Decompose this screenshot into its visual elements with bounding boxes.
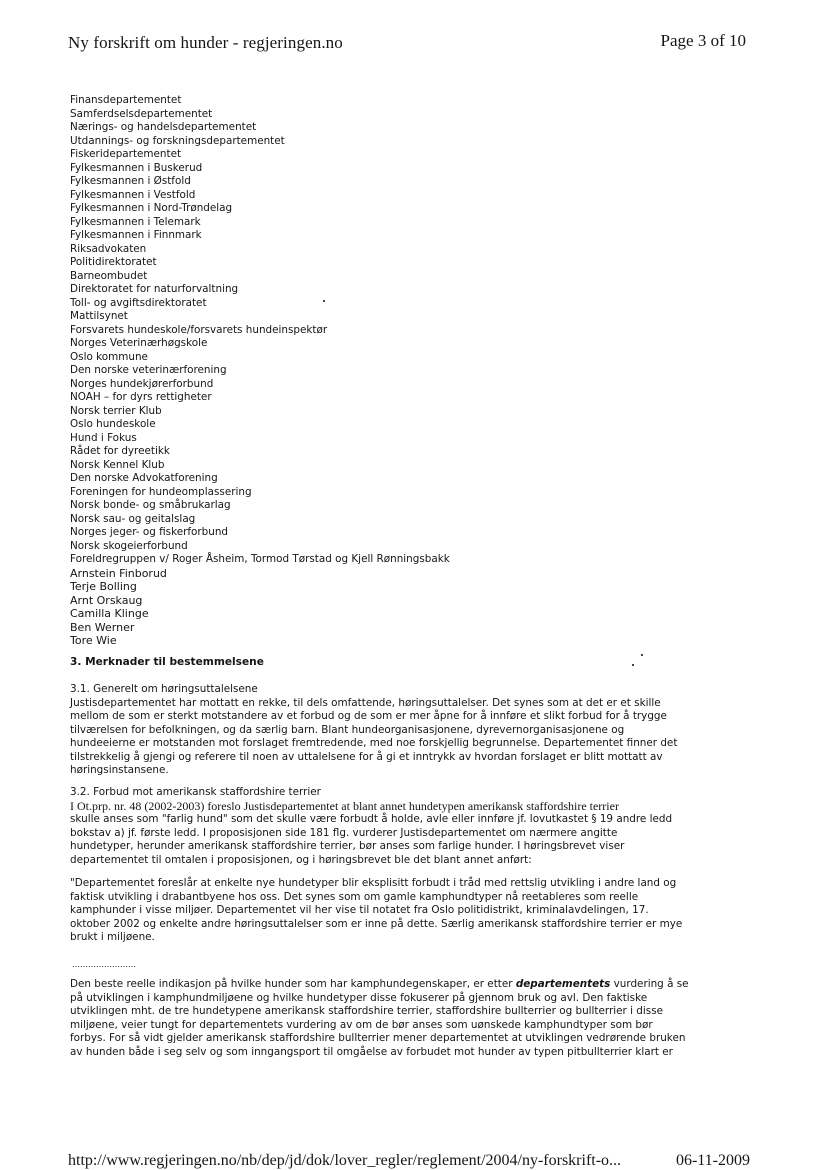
paragraph-line: miljøene, veier tungt for departementets vurdering av om de bør anses som uønskede kamphundtyper som bør [70, 1018, 653, 1031]
list-item: Oslo hundeskole [70, 418, 156, 430]
page-number: Page 3 of 10 [660, 31, 746, 50]
footer-url: http://www.regjeringen.no/nb/dep/jd/dok/lover_regler/reglement/2004/ny-forskrift-o... [68, 1152, 622, 1169]
paragraph-line: tilværelsen for befolkningen, og da særlig barn. Blant hundeorganisasjonene, dyrevernorganisasjonene og [70, 723, 625, 736]
text-run: vurdering å se [610, 978, 689, 990]
section-heading: 3. Merknader til bestemmelsene [70, 656, 264, 668]
list-item: NOAH – for dyrs rettigheter [70, 391, 212, 403]
paragraph-line: på utviklingen i kamphundmiljøene og hvilke hundetyper disse fokuserer på gjennom bruk og avl. Den faktiske [70, 991, 648, 1004]
subsection-3-1 [70, 683, 750, 778]
list-item: Politidirektoratet [70, 256, 157, 268]
quote-line: oktober 2002 og enkelte andre høringsuttalelser som er inne på dette. Særlig amerikansk staffordshire terrier er mye [70, 917, 683, 930]
list-item: Norges jeger- og fiskerforbund [70, 526, 229, 538]
list-item: Mattilsynet [70, 310, 128, 322]
paragraph-line: departementet til omtalen i proposisjonen, og i høringsbrevet ble det blant annet anført: [70, 853, 532, 866]
list-item: Terje Bolling [70, 580, 137, 593]
list-item: Rådet for dyreetikk [70, 445, 170, 457]
paragraph-line: forbys. For så vidt gjelder amerikansk staffordshire bullterrier mener departementet at utviklingen vedrørende bruken [70, 1032, 686, 1044]
list-item: Fylkesmannen i Vestfold [70, 188, 196, 201]
list-item: Barneombudet [70, 269, 148, 282]
list-item: Norges hundekjørerforbund [70, 377, 214, 390]
list-item: Utdannings- og forskningsdepartementet [70, 134, 285, 147]
list-item: Arnstein Finborud [70, 566, 167, 580]
quote-line: faktisk utvikling i drabantbyene hos oss. Det synes som om gamle kamphundtyper nå reetableres som reelle [70, 890, 639, 903]
paragraph-line: mellom de som er sterkt motstandere av et forbud og de som er mer åpne for å innføre et slikt forbud for å trygge [70, 710, 667, 722]
final-paragraph [70, 978, 750, 1059]
list-item: Den norske veterinærforening [70, 364, 227, 376]
list-item: Norsk Kennel Klub [70, 458, 165, 471]
paragraph-line: av hunden både i seg selv og som inngangsport til omgåelse av forbudet mot hunder av typen pitbullterrier klart er [70, 1045, 673, 1058]
list-item: Den norske Advokatforening [70, 472, 218, 484]
paragraph-line: utviklingen mht. de tre hundetypene amerikansk staffordshire terrier, staffordshire bullterrier og bullterrier i disse [70, 1005, 664, 1017]
paragraph-line: I Ot.prp. nr. 48 (2002-2003) foreslo Justisdepartementet at blant annet hundetypen amerikansk staffordshire terrier [70, 798, 619, 813]
list-item: Forsvarets hundeskole/forsvarets hundeinspektør [70, 323, 328, 336]
list-item: Norges Veterinærhøgskole [70, 337, 208, 349]
text-run: Den beste reelle indikasjon på hvilke hunder som har kamphundegenskaper, er etter [70, 978, 516, 990]
list-item: Toll- og avgiftsdirektoratet [70, 296, 207, 309]
quote-line: brukt i miljøene. [70, 931, 155, 943]
list-item: Fylkesmannen i Telemark [70, 215, 201, 228]
list-item: Norsk terrier Klub [70, 404, 162, 417]
recipient-list [70, 94, 750, 648]
page-header-title: Ny forskrift om hunder - regjeringen.no [68, 33, 343, 52]
list-item: Hund i Fokus [70, 431, 137, 444]
list-item: Fylkesmannen i Buskerud [70, 161, 203, 174]
emphasis-text: departementets [515, 978, 611, 990]
paragraph-line: skulle anses som "farlig hund" som det skulle være forbudt å holde, avle eller innføre jf. lovutkastet § 19 andre ledd [70, 813, 673, 825]
quote-line: "Departementet foreslår at enkelte nye hundetyper blir eksplisitt forbudt i tråd med rettslig utvikling i andre land og [70, 877, 677, 889]
quote-line: kamphunder i visse miljøer. Departementet vil her vise til notatet fra Oslo politidistrikt, kriminalavdelingen, 17. [70, 904, 649, 916]
paragraph-line: hundeeierne er motstanden mot forslaget fremtredende, med noe forskjellig begrunnelse. Departementet finner det [70, 737, 678, 749]
list-item: Norsk sau- og geitalslag [70, 512, 196, 525]
list-item: Arnt Orskaug [70, 593, 143, 607]
list-item: Camilla Klinge [70, 607, 149, 620]
list-item: Fylkesmannen i Østfold [70, 175, 191, 187]
paragraph-line: bokstav a) jf. første ledd. I proposisjonen side 181 flg. vurderer Justisdepartementet om nærmere angitte [70, 826, 618, 839]
list-item: Direktoratet for naturforvaltning [70, 283, 239, 295]
list-item: Norsk skogeierforbund [70, 539, 188, 552]
list-item: Fylkesmannen i Nord-Trøndelag [70, 202, 233, 214]
list-item: Foreningen for hundeomplassering [70, 485, 252, 498]
subsection-3-2 [70, 786, 750, 867]
list-item: Tore Wie [70, 634, 117, 647]
list-item: Fylkesmannen i Finnmark [70, 229, 202, 241]
subsection-heading: 3.2. Forbud mot amerikansk staffordshire terrier [70, 786, 321, 798]
footer-date: 06-11-2009 [675, 1152, 750, 1169]
subsection-heading: 3.1. Generelt om høringsuttalelsene [70, 683, 258, 695]
paragraph-line [70, 978, 750, 992]
list-item: Fiskeridepartementet [70, 148, 182, 160]
ellipsis: …………………… [72, 960, 136, 969]
list-item: Ben Werner [70, 620, 135, 634]
list-item: Finansdepartementet [70, 94, 182, 106]
list-item: Riksadvokaten [70, 242, 147, 255]
list-item: Norsk bonde- og småbrukarlag [70, 499, 231, 511]
list-item: Samferdselsdepartementet [70, 107, 213, 120]
scan-speck [641, 654, 643, 656]
list-item: Oslo kommune [70, 350, 148, 363]
scan-speck [632, 664, 634, 666]
paragraph-line: hundetyper, herunder amerikansk staffordshire terrier, bør anses som farlige hunder. I høringsbrevet viser [70, 840, 625, 852]
list-item: Nærings- og handelsdepartementet [70, 121, 257, 133]
quoted-paragraph [70, 877, 750, 945]
list-item: Foreldregruppen v/ Roger Åsheim, Tormod Tørstad og Kjell Rønningsbakk [70, 553, 450, 565]
paragraph-line: tilstrekkelig å gjengi og referere til noen av uttalelsene for å gi et inntrykk av hvordan forslaget er blitt mottatt av [70, 750, 663, 763]
scan-speck [323, 300, 325, 302]
paragraph-line: høringsinstansene. [70, 764, 169, 776]
paragraph-line: Justisdepartementet har mottatt en rekke, til dels omfattende, høringsuttalelser. Det synes som at det er et skille [70, 696, 661, 709]
